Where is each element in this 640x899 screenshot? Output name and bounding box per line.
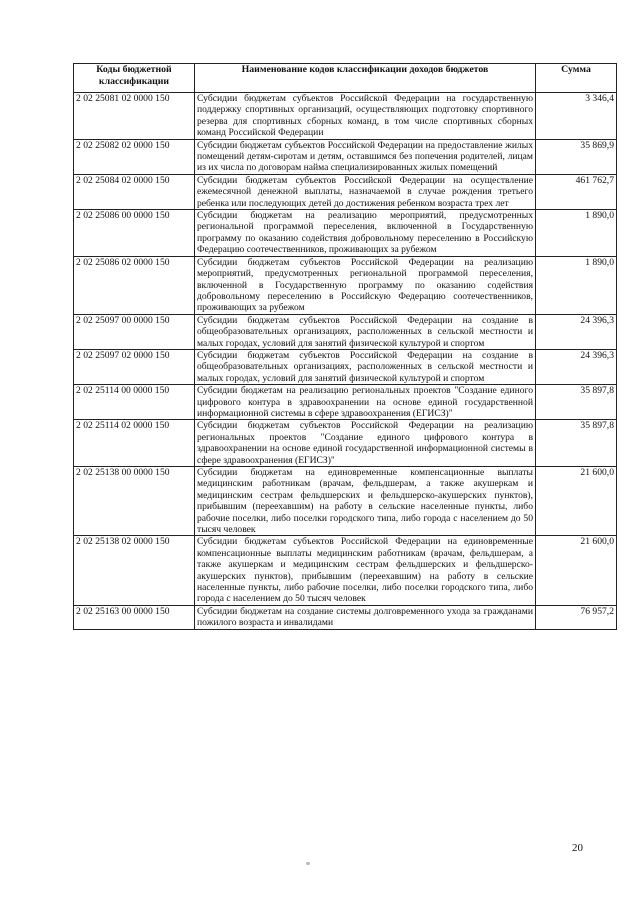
code-cell: 2 02 25097 00 0000 150 (74, 314, 195, 349)
code-cell: 2 02 25086 02 0000 150 (74, 256, 195, 314)
name-cell: Субсидии бюджетам субъектов Российской Федерации на осуществление ежемесячной денежной выплаты, назначаемой в случае рождения третьего ребенка или последующих детей до достижения ребенком возраста трех лет (195, 174, 536, 209)
name-cell: Субсидии бюджетам субъектов Российской Федерации на реализацию региональных проектов "Создание единого цифрового контура в здравоохранении на основе единой государственной информационной системы в сфере здравоохранения (ЕГИСЗ)" (195, 420, 536, 467)
table-body (74, 93, 617, 630)
name-cell: Субсидии бюджетам субъектов Российской Федерации на государственную поддержку спортивных организаций, осуществляющих подготовку спортивного резерва для спортивных сборных команд, в том числе спортивных сборных команд Российской Федерации (195, 93, 536, 140)
header-code-names: Наименование кодов классификации доходов бюджетов (195, 64, 536, 93)
sum-cell: 35 897,8 (536, 385, 617, 420)
table-row (74, 536, 617, 605)
name-cell: Субсидии бюджетам на создание системы долговременного ухода за гражданами пожилого возраста и инвалидами (195, 605, 536, 629)
sum-cell: 21 600,0 (536, 536, 617, 605)
header-budget-codes: Коды бюджетной классификации (74, 64, 195, 93)
code-cell: 2 02 25081 02 0000 150 (74, 93, 195, 140)
table-row (74, 385, 617, 420)
table-row (74, 605, 617, 629)
table-row (74, 314, 617, 349)
name-cell: Субсидии бюджетам субъектов Российской Федерации на реализацию мероприятий, предусмотренных региональной программой переселения, включенной в Государственную программу по оказанию содействия добровольному переселению в Российскую Федерацию соотечественников, проживающих за рубежом (195, 256, 536, 314)
table-row (74, 210, 617, 257)
name-cell: Субсидии бюджетам на единовременные компенсационные выплаты медицинским работникам (врачам, фельдшерам, а также акушеркам и медицинским сестрам фельдшерских и фельдшерско-акушерских пунктов), прибывшим (переехавшим) на работу в сельские населенные пункты, либо рабочие поселки, либо поселки городского типа, либо города с населением до 50 тысяч человек (195, 467, 536, 536)
code-cell: 2 02 25097 02 0000 150 (74, 349, 195, 384)
sum-cell: 24 396,3 (536, 314, 617, 349)
name-cell: Субсидии бюджетам субъектов Российской Федерации на предоставление жилых помещений детям-сиротам и детям, оставшимся без попечения родителей, лицам из их числа по договорам найма специализированных жилых помещений (195, 139, 536, 174)
table-header-row (74, 64, 617, 93)
sum-cell: 1 890,0 (536, 210, 617, 257)
table-row (74, 139, 617, 174)
sum-cell: 21 600,0 (536, 467, 617, 536)
code-cell: 2 02 25084 02 0000 150 (74, 174, 195, 209)
sum-cell: 3 346,4 (536, 93, 617, 140)
sum-cell: 35 897,8 (536, 420, 617, 467)
name-cell: Субсидии бюджетам субъектов Российской Федерации на создание в общеобразовательных организациях, расположенных в сельской местности и малых городах, условий для занятий физической культурой и спортом (195, 349, 536, 384)
sum-cell: 24 396,3 (536, 349, 617, 384)
table-row (74, 349, 617, 384)
sum-cell: 35 869,9 (536, 139, 617, 174)
table-row (74, 174, 617, 209)
sum-cell: 1 890,0 (536, 256, 617, 314)
code-cell: 2 02 25114 02 0000 150 (74, 420, 195, 467)
table-row (74, 93, 617, 140)
name-cell: Субсидии бюджетам субъектов Российской Федерации на единовременные компенсационные выплаты медицинским работникам (врачам, фельдшерам, а также акушеркам и медицинским сестрам фельдшерских и фельдшерско-акушерских пунктов), прибывшим (переехавшим) на работу в сельские населенные пункты, либо рабочие поселки, либо поселки городского типа, либо города с населением до 50 тысяч человек (195, 536, 536, 605)
sum-cell: 76 957,2 (536, 605, 617, 629)
code-cell: 2 02 25114 00 0000 150 (74, 385, 195, 420)
code-cell: 2 02 25082 02 0000 150 (74, 139, 195, 174)
table-row (74, 467, 617, 536)
table-row (74, 256, 617, 314)
code-cell: 2 02 25138 02 0000 150 (74, 536, 195, 605)
code-cell: 2 02 25138 00 0000 150 (74, 467, 195, 536)
table-row (74, 420, 617, 467)
scan-mark (306, 862, 310, 865)
name-cell: Субсидии бюджетам субъектов Российской Федерации на создание в общеобразовательных организациях, расположенных в сельской местности и малых городах, условий для занятий физической культурой и спортом (195, 314, 536, 349)
header-sum: Сумма (536, 64, 617, 93)
code-cell: 2 02 25086 00 0000 150 (74, 210, 195, 257)
sum-cell: 461 762,7 (536, 174, 617, 209)
code-cell: 2 02 25163 00 0000 150 (74, 605, 195, 629)
name-cell: Субсидии бюджетам на реализацию мероприятий, предусмотренных региональной программой переселения, включенной в Государственную программу по оказанию содействия добровольному переселению в Российскую Федерацию соотечественников, проживающих за рубежом (195, 210, 536, 257)
budget-revenue-table (73, 63, 617, 630)
page-number: 20 (572, 842, 583, 854)
name-cell: Субсидии бюджетам на реализацию региональных проектов "Создание единого цифрового контура в здравоохранении на основе единой государственной информационной системы в сфере здравоохранения (ЕГИСЗ)" (195, 385, 536, 420)
